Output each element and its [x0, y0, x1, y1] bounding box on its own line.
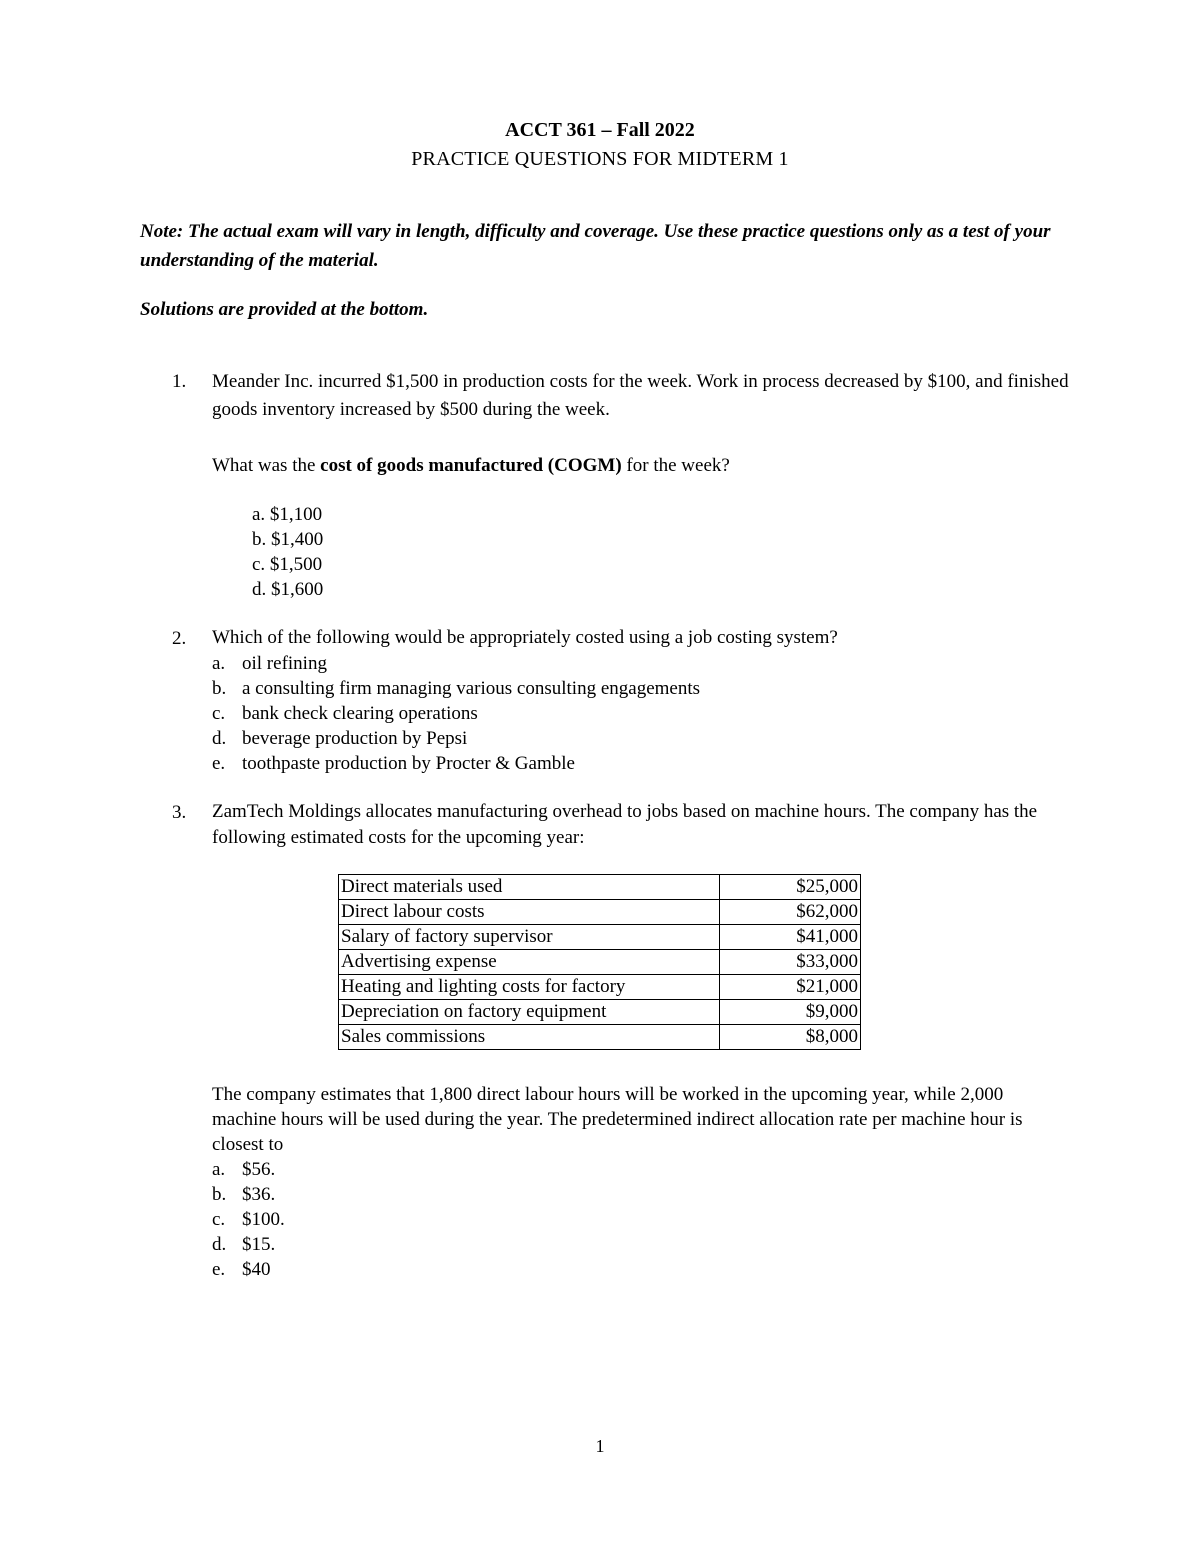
cost-label: Salary of factory supervisor: [339, 925, 720, 950]
cost-label: Heating and lighting costs for factory: [339, 975, 720, 1000]
cost-label: Sales commissions: [339, 1025, 720, 1050]
estimated-costs-table: [338, 874, 861, 1050]
cost-amount: $41,000: [720, 925, 861, 950]
cost-label: Direct labour costs: [339, 900, 720, 925]
document-header: [0, 116, 1200, 174]
prompt-emphasis: cost of goods manufactured (COGM): [320, 455, 622, 476]
table-row: [339, 900, 861, 925]
cost-amount: $21,000: [720, 975, 861, 1000]
table-row: [339, 925, 861, 950]
choice: c. bank check clearing operations: [212, 703, 478, 724]
question-1-choices: [252, 502, 323, 602]
choice: d. $15.: [212, 1234, 276, 1255]
choice: e. toothpaste production by Procter & Gamble: [212, 753, 575, 774]
question-text: The company estimates that 1,800 direct labour hours will be worked in the upcoming year, while 2,000 machine hours will be used during the year. The predetermined indirect allocation rate per machine hour is closest to: [212, 1084, 1023, 1155]
cost-amount: $8,000: [720, 1025, 861, 1050]
question-3-choices: [212, 1157, 1072, 1282]
document-title: ACCT 361 – Fall 2022: [505, 119, 695, 141]
cost-amount: $25,000: [720, 875, 861, 900]
choice: a. oil refining: [212, 653, 327, 674]
table-row: [339, 1025, 861, 1050]
question-text: Which of the following would be appropriately costed using a job costing system?: [212, 627, 838, 648]
choice: c. $1,500: [252, 554, 323, 575]
choice: e. $40: [212, 1259, 271, 1280]
choice: a. $1,100: [252, 504, 323, 525]
choice: d. beverage production by Pepsi: [212, 728, 468, 749]
solutions-note: Solutions are provided at the bottom.: [140, 299, 429, 320]
exam-note: Note: The actual exam will vary in length, difficulty and coverage. Use these practice questions only as a test of your understanding of the material.: [140, 221, 1051, 271]
table-row: [339, 875, 861, 900]
cost-amount: $33,000: [720, 950, 861, 975]
question-text: ZamTech Moldings allocates manufacturing overhead to jobs based on machine hours. The company has the following estimated costs for the upcoming year:: [212, 801, 1038, 848]
cost-amount: $62,000: [720, 900, 861, 925]
question-number: 1.: [172, 371, 187, 392]
question-text: Meander Inc. incurred $1,500 in production costs for the week. Work in process decreased by $100, and finished goods inventory increased by $500 during the week.: [212, 371, 1069, 420]
choice: b. a consulting firm managing various consulting engagements: [212, 678, 701, 699]
cost-label: Depreciation on factory equipment: [339, 1000, 720, 1025]
table-row: [339, 975, 861, 1000]
choice: b. $36.: [212, 1184, 276, 1205]
table-row: [339, 950, 861, 975]
question-2-choices: [212, 651, 1072, 776]
cost-label: Direct materials used: [339, 875, 720, 900]
question-number: 2.: [172, 628, 187, 649]
table-row: [339, 1000, 861, 1025]
choice: d. $1,600: [252, 579, 324, 600]
question-prompt: What was the cost of goods manufactured (COGM) for the week?: [212, 455, 730, 476]
document-subtitle: PRACTICE QUESTIONS FOR MIDTERM 1: [411, 148, 789, 170]
choice: c. $100.: [212, 1209, 285, 1230]
choice: b. $1,400: [252, 529, 324, 550]
cost-amount: $9,000: [720, 1000, 861, 1025]
question-number: 3.: [172, 802, 187, 823]
cost-label: Advertising expense: [339, 950, 720, 975]
choice: a. $56.: [212, 1159, 276, 1180]
page-number: 1: [595, 1436, 605, 1456]
